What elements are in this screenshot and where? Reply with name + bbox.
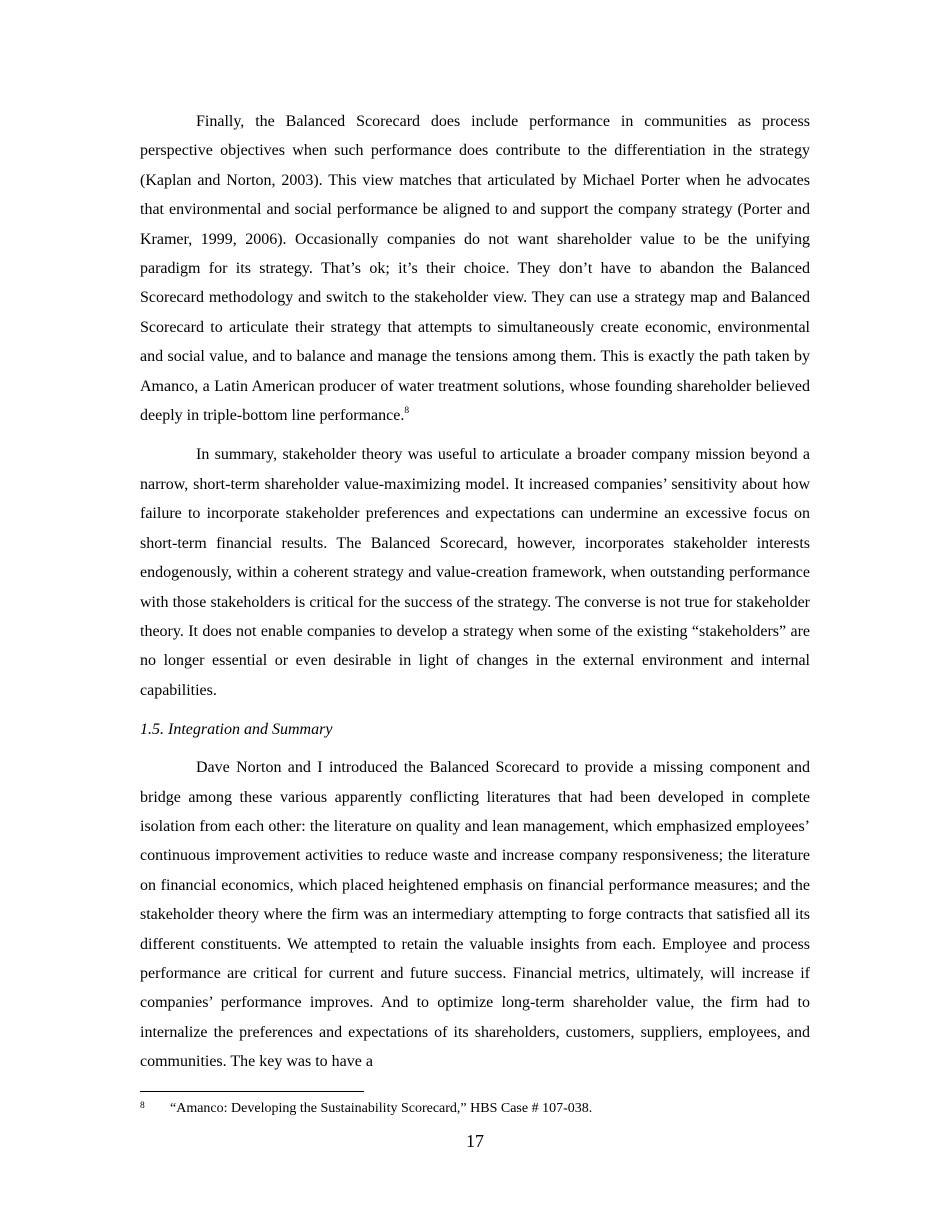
paragraph-text: Dave Norton and I introduced the Balanced Scorecard to provide a missing component and bridge among these various apparently conflicting literatures that had been developed in complete isolation from each other: the literature on quality and lean management, which emphasized employees’ continuous improvement activities to reduce waste and increase company responsiveness; the literature on financial economics, which placed heightened emphasis on financial performance measures; and the stakeholder theory where the firm was an intermediary attempting to forge contracts that satisfied all its different constituents. We attempted to retain the valuable insights from each. Employee and process performance are critical for current and future success. Financial metrics, ultimately, will increase if companies’ performance improves. And to optimize long-term shareholder value, the firm had to internalize the preferences and expectations of its shareholders, customers, suppliers, employees, and communities. The key was to have a [140, 759, 810, 1071]
paragraph-integration [140, 753, 810, 1076]
footnote-reference: 8 [404, 405, 410, 416]
paragraph-balanced-scorecard-communities [140, 107, 810, 430]
footnote-text: “Amanco: Developing the Sustainability Scorecard,” HBS Case # 107-038. [170, 1101, 593, 1116]
footnote-mark: 8 [140, 1101, 145, 1111]
paragraph-text: In summary, stakeholder theory was useful to articulate a broader company mission beyond a narrow, short-term shareholder value-maximizing model. It increased companies’ sensitivity about how failure to incorporate stakeholder preferences and expectations can undermine an excessive focus on short-term financial results. The Balanced Scorecard, however, incorporates stakeholder interests endogenously, within a coherent strategy and value-creation framework, when outstanding performance with those stakeholders is critical for the success of the strategy. The converse is not true for stakeholder theory. It does not enable companies to develop a strategy when some of the existing “stakeholders” are no longer essential or even desirable in light of changes in the external environment and internal capabilities. [140, 446, 810, 699]
section-heading: 1.5. Integration and Summary [140, 721, 333, 739]
paragraph-text: Finally, the Balanced Scorecard does include performance in communities as process perspective objectives when such performance does contribute to the differentiation in the strategy (Kaplan and Norton, 2003). This view matches that articulated by Michael Porter when he advocates that environmental and social performance be aligned to and support the company strategy (Porter and Kramer, 1999, 2006). Occasionally companies do not want shareholder value to be the unifying paradigm for its strategy. That’s ok; it’s their choice. They don’t have to abandon the Balanced Scorecard methodology and switch to the stakeholder view. They can use a strategy map and Balanced Scorecard to articulate their strategy that attempts to simultaneously create economic, environmental and social value, and to balance and manage the tensions among them. This is exactly the path taken by Amanco, a Latin American producer of water treatment solutions, whose founding shareholder believed deeply in triple-bottom line performance. [140, 113, 810, 425]
document-body [140, 107, 810, 1087]
page-number: 17 [466, 1131, 484, 1151]
footnote-divider [140, 1091, 364, 1092]
paragraph-stakeholder-summary [140, 440, 810, 705]
